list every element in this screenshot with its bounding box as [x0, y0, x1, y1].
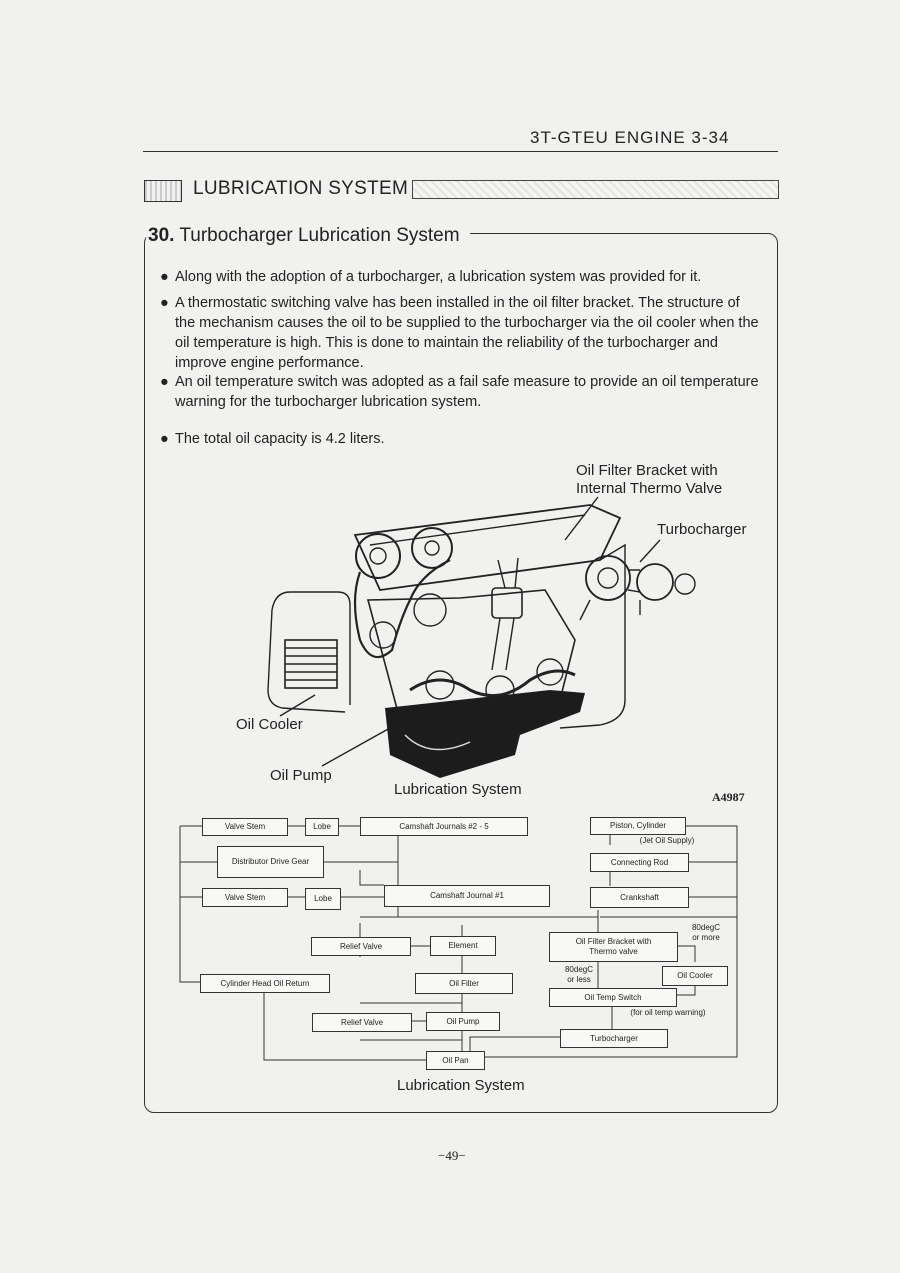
bullet-item: ● An oil temperature switch was adopted as a fail safe measure to provide an oil temperature warning for the turbocharger lubrication system.	[160, 374, 759, 410]
flow-box-lobe: Lobe	[305, 888, 341, 910]
flow-box-oil-temp-switch: Oil Temp Switch	[549, 988, 677, 1007]
label-oil-filter-bracket: Oil Filter Bracket with Internal Thermo Valve	[576, 462, 723, 497]
flow-box-relief-valve: Relief Valve	[312, 1013, 412, 1032]
flow-box-element: Element	[430, 936, 496, 956]
flow-box-valve-stem: Valve Stem	[202, 818, 288, 836]
label-oil-cooler: Oil Cooler	[236, 716, 303, 733]
topic-title-text: Turbocharger Lubrication System	[179, 225, 460, 246]
flow-box-piston-cylinder: Piston, Cylinder	[590, 817, 686, 835]
note-temp-low: 80degC or less	[564, 965, 594, 984]
topic-number: 30.	[148, 225, 175, 246]
section-title: LUBRICATION SYSTEM	[193, 178, 409, 199]
flow-box-oil-pan: Oil Pan	[426, 1051, 485, 1070]
flow-box-cylinder-head-oil-return: Cylinder Head Oil Return	[200, 974, 330, 993]
note-oil-temp-warning: (for oil temp warning)	[630, 1008, 706, 1017]
flow-box-camshaft-journal-1: Camshaft Journal #1	[384, 885, 550, 907]
figure-code: A4987	[712, 790, 745, 804]
flow-box-oil-filter: Oil Filter	[415, 973, 513, 994]
note-temp-high: 80degC or more	[691, 923, 721, 942]
flow-box-oil-pump: Oil Pump	[426, 1012, 500, 1031]
flow-box-turbocharger: Turbocharger	[560, 1029, 668, 1048]
bullet-item: ● Along with the adoption of a turbocharger, a lubrication system was provided for it.	[160, 269, 702, 285]
flow-box-oil-filter-bracket: Oil Filter Bracket with Thermo valve	[549, 932, 678, 962]
illustration-caption: Lubrication System	[394, 781, 522, 798]
flow-box-relief-valve: Relief Valve	[311, 937, 411, 956]
page-header: 3T-GTEU ENGINE 3-34	[530, 128, 730, 147]
flow-box-oil-cooler: Oil Cooler	[662, 966, 728, 986]
bullet-item: ● The total oil capacity is 4.2 liters.	[160, 431, 385, 447]
flow-box-valve-stem: Valve Stem	[202, 888, 288, 907]
bullet-item: ● A thermostatic switching valve has been installed in the oil filter bracket. The structure of the mechanism causes the oil to be supplied to the turbocharger via the oil cooler when the oil temperature is high. This is done to maintain the reliability of the turbocharger and improve engine performance.	[160, 295, 759, 371]
note-jet-oil-supply: (Jet Oil Supply)	[639, 836, 695, 845]
flowchart-caption: Lubrication System	[397, 1077, 525, 1094]
flow-box-camshaft-journals: Camshaft Journals #2 - 5	[360, 817, 528, 836]
label-oil-pump: Oil Pump	[270, 767, 332, 784]
flow-box-crankshaft: Crankshaft	[590, 887, 689, 908]
label-turbocharger: Turbocharger	[657, 521, 747, 538]
flow-box-lobe: Lobe	[305, 818, 339, 836]
flow-box-distributor-drive-gear: Distributor Drive Gear	[217, 846, 324, 878]
page-number: −49−	[438, 1148, 466, 1163]
flow-box-connecting-rod: Connecting Rod	[590, 853, 689, 872]
